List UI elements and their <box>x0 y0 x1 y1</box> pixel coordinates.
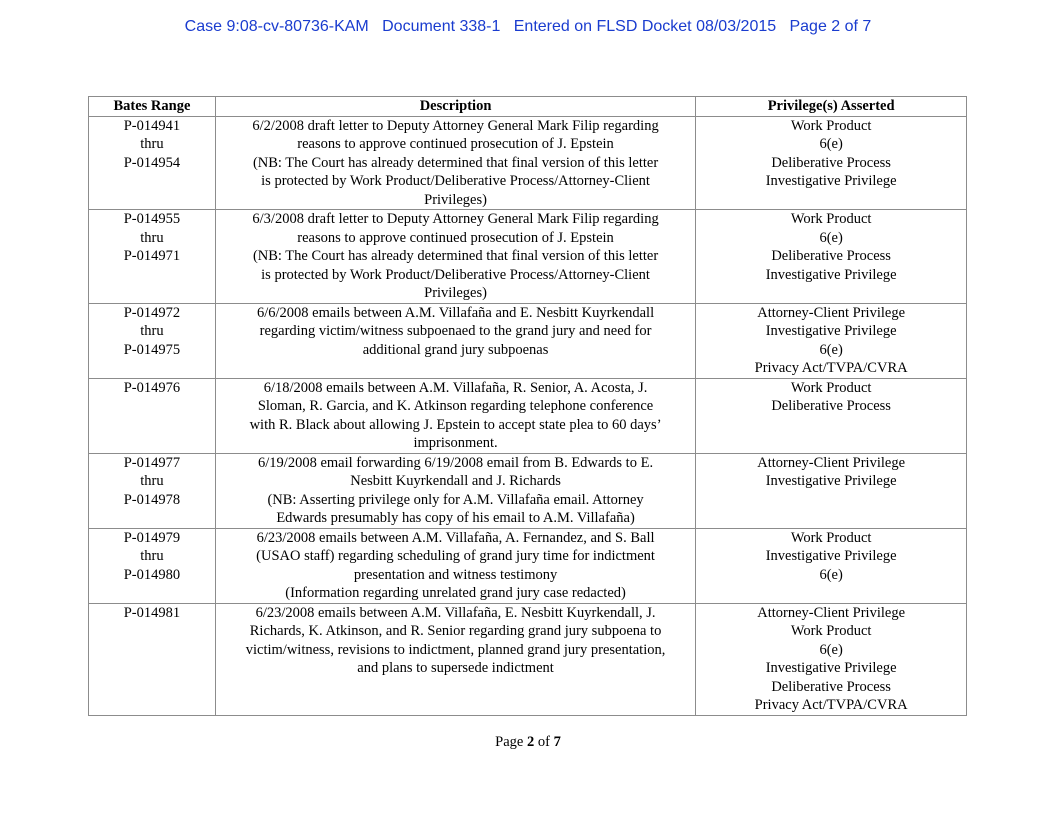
description-cell <box>215 603 695 715</box>
description-line: reasons to approve continued prosecution of J. Epstein <box>297 229 614 246</box>
bates-line: P-014981 <box>123 604 181 621</box>
bates-cell <box>89 116 216 210</box>
privilege-line: 6(e) <box>819 136 843 152</box>
table-row <box>89 528 967 603</box>
privileges-cell <box>696 378 967 453</box>
description-line: is protected by Work Product/Deliberative Process/Attorney-Client <box>261 173 650 189</box>
privilege-line: Investigative Privilege <box>765 173 897 189</box>
privileges-cell <box>696 528 967 603</box>
description-line: victim/witness, revisions to indictment, planned grand jury presentation, <box>245 641 666 658</box>
description-cell <box>215 303 695 378</box>
table-header-row <box>89 97 967 117</box>
privilege-line: Privacy Act/TVPA/CVRA <box>754 697 908 713</box>
privilege-line: Investigative Privilege <box>765 660 897 676</box>
column-header-privileges: Privilege(s) Asserted <box>696 97 967 117</box>
column-header-description: Description <box>215 97 695 117</box>
privilege-line: 6(e) <box>819 566 843 583</box>
description-line: 6/3/2008 draft letter to Deputy Attorney General Mark Filip regarding <box>252 211 659 227</box>
privilege-line: Investigative Privilege <box>765 548 897 564</box>
footer-current-page: 2 <box>526 734 535 750</box>
description-line: (USAO staff) regarding scheduling of grand jury time for indictment <box>256 548 655 564</box>
description-line: 6/18/2008 emails between A.M. Villafaña, R. Senior, A. Acosta, J. <box>263 379 648 396</box>
privileges-cell <box>696 453 967 528</box>
bates-line: thru <box>140 548 164 564</box>
description-cell <box>215 116 695 210</box>
bates-line: P-014977 <box>123 454 181 471</box>
description-cell <box>215 453 695 528</box>
description-line: (NB: The Court has already determined that final version of this letter <box>252 154 659 171</box>
document-number: Document 338-1 <box>382 18 501 35</box>
description-line: imprisonment. <box>413 435 498 451</box>
description-line: (NB: Asserting privilege only for A.M. Villafaña email. Attorney <box>267 491 644 508</box>
privilege-line: Deliberative Process <box>771 154 891 171</box>
bates-line: P-014978 <box>123 491 181 508</box>
case-number: Case 9:08-cv-80736-KAM <box>184 18 369 35</box>
bates-line: thru <box>140 473 164 489</box>
privilege-line: 6(e) <box>819 641 843 658</box>
description-cell <box>215 528 695 603</box>
table-row <box>89 603 967 715</box>
description-line: Privileges) <box>424 285 487 301</box>
description-line: regarding victim/witness subpoenaed to the grand jury and need for <box>259 323 652 339</box>
privilege-line: Deliberative Process <box>771 248 891 264</box>
description-line: 6/23/2008 emails between A.M. Villafaña, A. Fernandez, and S. Ball <box>256 529 655 546</box>
description-line: Sloman, R. Garcia, and K. Atkinson regarding telephone conference <box>257 398 654 414</box>
docket-entry: Entered on FLSD Docket 08/03/2015 <box>513 18 777 35</box>
table-row <box>89 116 967 210</box>
description-line: 6/6/2008 emails between A.M. Villafaña and E. Nesbitt Kuyrkendall <box>256 304 655 321</box>
bates-line: P-014980 <box>123 566 181 583</box>
footer-of: of <box>537 734 550 750</box>
bates-line: thru <box>140 229 164 246</box>
bates-line: P-014976 <box>123 379 181 396</box>
privilege-line: Privacy Act/TVPA/CVRA <box>754 360 908 376</box>
privileges-cell <box>696 303 967 378</box>
description-line: presentation and witness testimony <box>353 566 558 583</box>
privilege-line: Deliberative Process <box>771 678 891 695</box>
privilege-line: Work Product <box>790 379 872 396</box>
description-cell <box>215 378 695 453</box>
privilege-line: Investigative Privilege <box>765 323 897 339</box>
bates-cell <box>89 210 216 304</box>
description-line: Edwards presumably has copy of his email to A.M. Villafaña) <box>276 510 635 526</box>
description-line: additional grand jury subpoenas <box>362 341 549 358</box>
description-line: 6/2/2008 draft letter to Deputy Attorney General Mark Filip regarding <box>252 117 659 134</box>
bates-line: thru <box>140 323 164 339</box>
privilege-line: Deliberative Process <box>771 398 891 414</box>
privilege-line: Investigative Privilege <box>765 266 897 283</box>
privilege-line: Work Product <box>790 117 872 134</box>
privilege-line: Investigative Privilege <box>765 473 897 489</box>
bates-cell <box>89 303 216 378</box>
privileges-cell <box>696 210 967 304</box>
privilege-line: Attorney-Client Privilege <box>757 454 906 471</box>
description-line: Nesbitt Kuyrkendall and J. Richards <box>350 473 561 489</box>
description-line: with R. Black about allowing J. Epstein to accept state plea to 60 days’ <box>249 416 662 433</box>
bates-cell <box>89 378 216 453</box>
bates-line: P-014972 <box>123 304 181 321</box>
description-line: (NB: The Court has already determined that final version of this letter <box>252 248 659 264</box>
bates-line: P-014971 <box>123 248 181 264</box>
privilege-line: Work Product <box>790 529 872 546</box>
privilege-line: Attorney-Client Privilege <box>757 604 906 621</box>
page-footer <box>0 734 1056 751</box>
table-row <box>89 210 967 304</box>
bates-line: P-014954 <box>123 154 181 171</box>
bates-cell <box>89 603 216 715</box>
description-line: and plans to supersede indictment <box>357 660 554 676</box>
description-line: is protected by Work Product/Deliberative Process/Attorney-Client <box>261 266 650 283</box>
header-page: Page 2 of 7 <box>789 18 872 35</box>
description-line: 6/19/2008 email forwarding 6/19/2008 email from B. Edwards to E. <box>258 454 654 471</box>
description-line: reasons to approve continued prosecution of J. Epstein <box>297 136 614 152</box>
bates-line: P-014955 <box>123 211 181 227</box>
privileges-cell <box>696 116 967 210</box>
bates-line: P-014975 <box>123 341 181 358</box>
footer-page-label: Page <box>495 734 524 750</box>
bates-line: P-014979 <box>123 529 181 546</box>
description-line: (Information regarding unrelated grand jury case redacted) <box>285 585 626 601</box>
bates-line: P-014941 <box>123 117 181 134</box>
table-row <box>89 378 967 453</box>
privilege-line: 6(e) <box>819 229 843 246</box>
privileges-cell <box>696 603 967 715</box>
table-row <box>89 453 967 528</box>
bates-cell <box>89 453 216 528</box>
privilege-line: 6(e) <box>819 341 843 358</box>
table-body <box>89 116 967 715</box>
privilege-line: Work Product <box>790 211 872 227</box>
description-line: Privileges) <box>424 191 487 208</box>
bates-line: thru <box>140 136 164 152</box>
bates-cell <box>89 528 216 603</box>
column-header-bates: Bates Range <box>89 97 216 117</box>
description-line: 6/23/2008 emails between A.M. Villafaña, E. Nesbitt Kuyrkendall, J. <box>255 604 656 621</box>
docket-header <box>0 18 1056 36</box>
description-line: Richards, K. Atkinson, and R. Senior regarding grand jury subpoena to <box>249 623 662 639</box>
description-cell <box>215 210 695 304</box>
privilege-log-table <box>88 96 967 716</box>
footer-total-pages: 7 <box>553 734 561 750</box>
privilege-line: Attorney-Client Privilege <box>757 304 906 321</box>
privilege-line: Work Product <box>790 623 872 639</box>
table-row <box>89 303 967 378</box>
